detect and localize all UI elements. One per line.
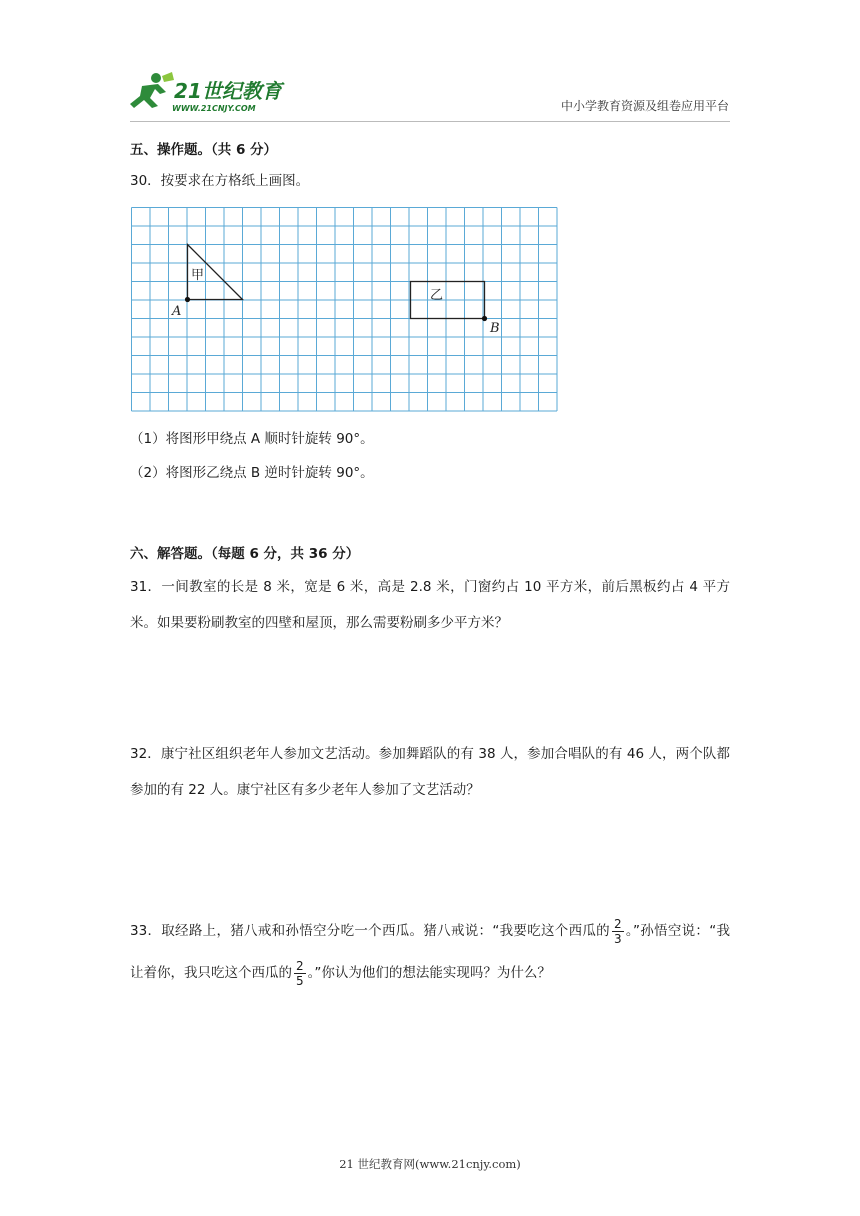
fraction-two-fifths: $\frac{2}{5}$ [296,958,304,988]
label-yi: 乙 [430,288,444,303]
header-divider [130,121,730,122]
point-a [185,297,190,302]
question-30-sub2: （2）将图形乙绕点 B 逆时针旋转 90°。 [130,465,374,481]
question-33-part2: 。”孙悟空说：“我让着你，我只吃这个西瓜的 [130,923,730,981]
logo-url-text: WWW.21CNJY.COM [172,104,256,113]
page-footer: 21 世纪教育网(www.21cnjy.com) [339,1157,521,1171]
runner-logo-icon [130,72,174,108]
grid-paper [130,206,562,418]
section-title-5: 五、操作题。（共 6 分） [130,142,278,158]
section-title-6: 六、解答题。（每题 6 分，共 36 分） [130,546,360,562]
label-a: A [172,304,182,319]
question-31: 31．一间教室的长是 8 米，宽是 6 米，高是 2.8 米，门窗约占 10 平方米，前后黑板约占 4 平方米。如果要粉刷教室的四壁和屋顶，那么需要粉刷多少平方米？ [130,579,730,631]
fraction-two-thirds: $\frac{2}{3}$ [613,916,622,946]
label-b: B [490,321,500,336]
site-logo [122,70,292,115]
label-jia: 甲 [191,268,205,283]
question-32: 32．康宁社区组织老年人参加文艺活动。参加舞蹈队的有 38 人，参加合唱队的有 46 人，两个队都参加的有 22 人。康宁社区有多少老年人参加了文艺活动？ [130,746,730,798]
question-33-part3: 。”你认为他们的想法能实现吗？为什么？ [307,965,551,981]
question-30-sub1: （1）将图形甲绕点 A 顺时针旋转 90°。 [130,431,374,447]
question-30-stem: 30．按要求在方格纸上画图。 [130,173,310,189]
point-b [482,316,487,321]
platform-name: 中小学教育资源及组卷应用平台 [560,99,729,113]
question-33-part1: 33．取经路上，猪八戒和孙悟空分吃一个西瓜。猪八戒说：“我要吃这个西瓜的 [130,923,610,939]
question-33 [130,910,730,994]
logo-text: 21世纪教育 [174,79,282,103]
